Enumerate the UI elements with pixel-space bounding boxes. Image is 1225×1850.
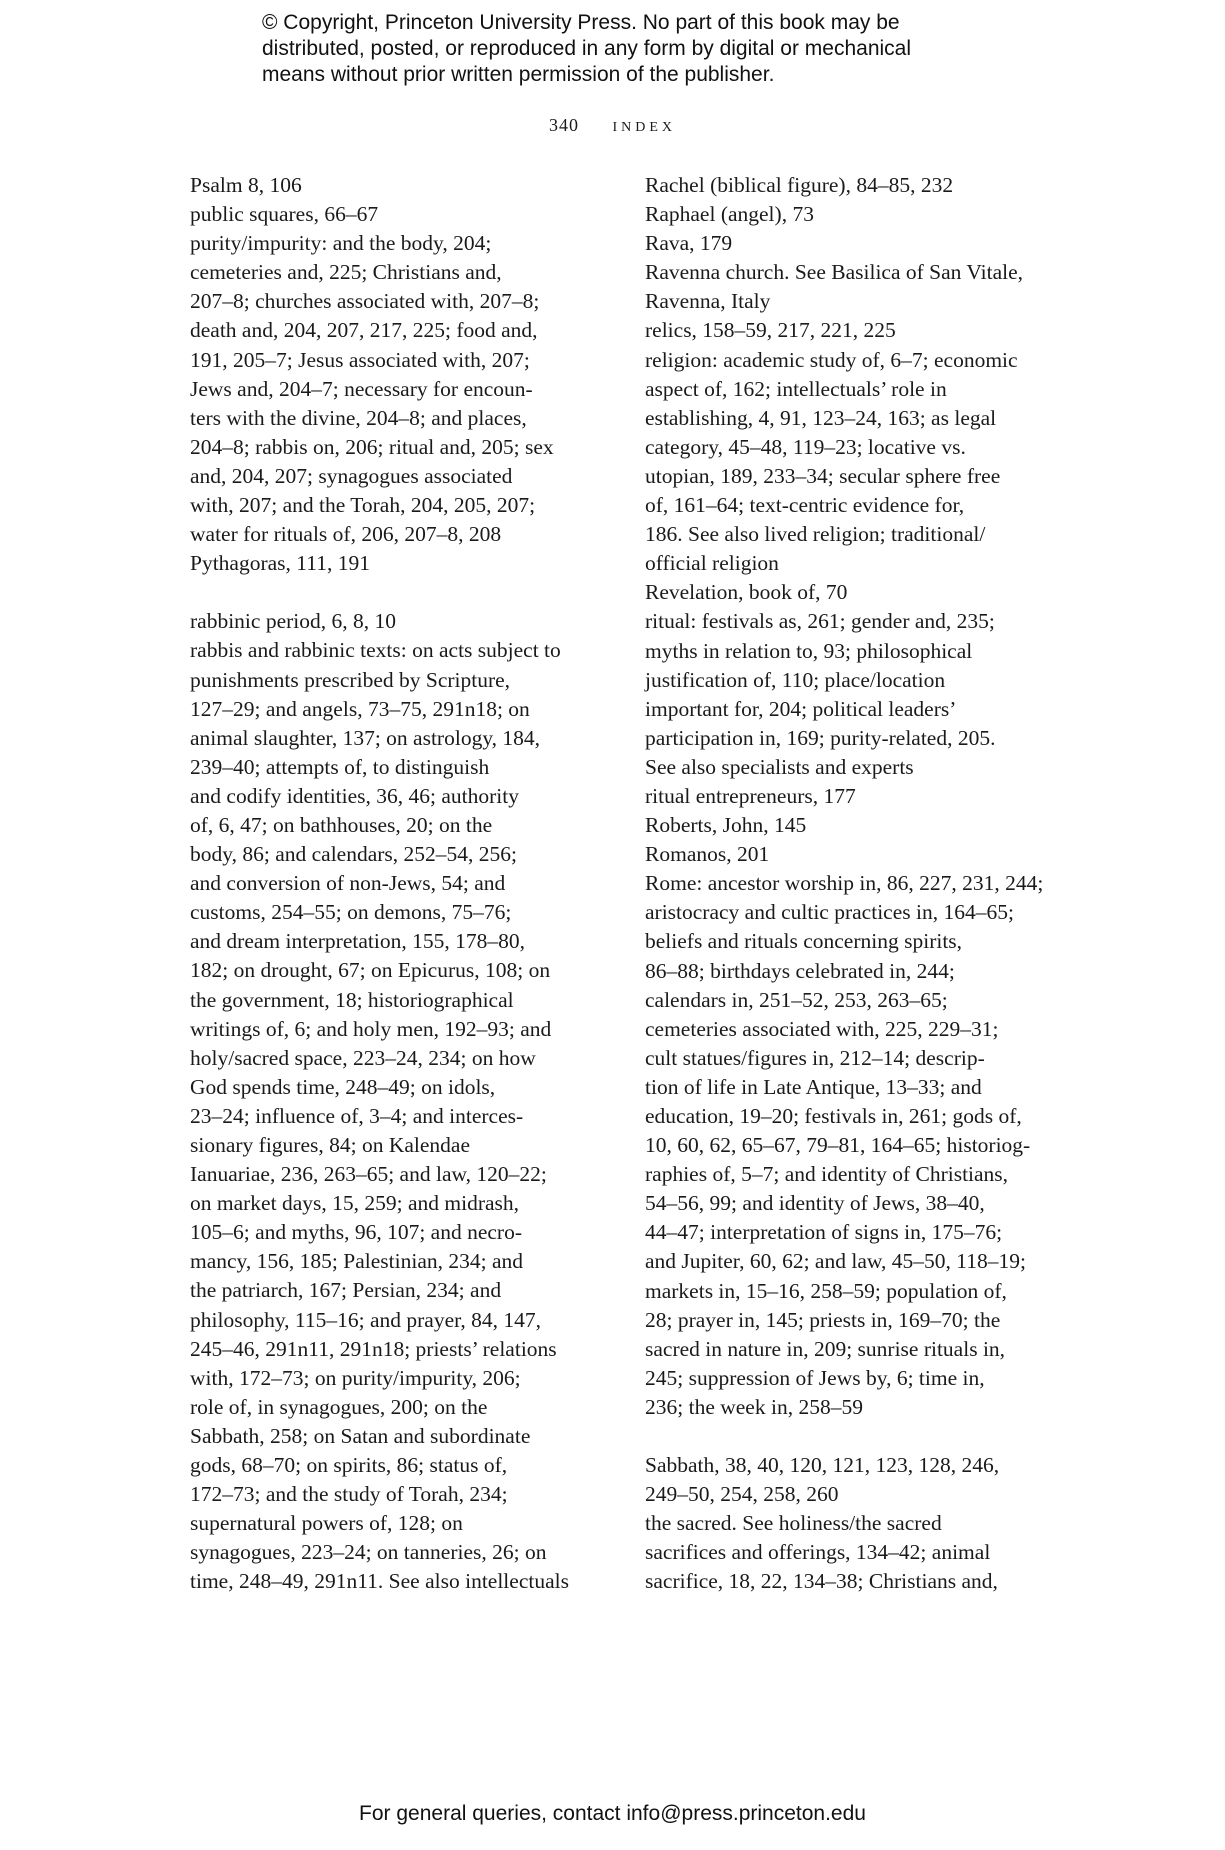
index-entry-line: Psalm 8, 106 — [190, 173, 302, 197]
index-entry-line: important for, 204; political leaders’ — [645, 696, 957, 721]
index-entry-line: rabbinic period, 6, 8, 10 — [190, 609, 396, 634]
index-entry-line: Sabbath, 38, 40, 120, 121, 123, 128, 246, — [645, 1453, 1000, 1478]
index-entry — [645, 840, 1065, 869]
index-entry-line: religion: academic study of, 6–7; economic — [645, 347, 1018, 372]
index-entry-line: punishments prescribed by Scripture, — [190, 667, 511, 692]
index-entry — [190, 229, 610, 549]
index-entry-line: aristocracy and cultic practices in, 164–65; — [645, 900, 1014, 925]
index-entry-line: Rachel (biblical figure), 84–85, 232 — [645, 173, 954, 197]
index-entry — [645, 782, 1065, 811]
index-entry — [645, 200, 1065, 229]
index-entry-line: 172–73; and the study of Torah, 234; — [190, 1482, 508, 1507]
index-entry-line: 105–6; and myths, 96, 107; and necro- — [190, 1220, 523, 1245]
index-entry-line: Rava, 179 — [645, 231, 733, 256]
index-entry-line: ters with the divine, 204–8; and places, — [190, 405, 527, 430]
index-entry-line: Sabbath, 258; on Satan and subordinate — [190, 1423, 531, 1448]
index-entry-line: utopian, 189, 233–34; secular sphere free — [645, 463, 1001, 488]
copyright-line: distributed, posted, or reproduced in any form by digital or mechanical — [262, 37, 912, 60]
index-entry-line: 191, 205–7; Jesus associated with, 207; — [190, 347, 530, 372]
index-entry-line: Ravenna church. See Basilica of San Vitale, — [645, 260, 1024, 285]
index-entry-line: 245–46, 291n11, 291n18; priests’ relations — [190, 1336, 557, 1361]
index-entry-line: on market days, 15, 259; and midrash, — [190, 1191, 520, 1216]
index-entry-line: Ianuariae, 236, 263–65; and law, 120–22; — [190, 1162, 547, 1187]
section-gap — [190, 578, 610, 607]
index-entry-line: ritual: festivals as, 261; gender and, 235; — [645, 609, 995, 634]
section-gap — [645, 1422, 1065, 1451]
index-column-right — [645, 171, 1065, 1597]
index-entry-line: 204–8; rabbis on, 206; ritual and, 205; sex — [190, 434, 554, 459]
index-entry-line: 127–29; and angels, 73–75, 291n18; on — [190, 696, 530, 721]
index-entry-line: 28; prayer in, 145; priests in, 169–70; the — [645, 1307, 1001, 1332]
index-entry — [645, 346, 1065, 579]
index-entry-line: synagogues, 223–24; on tanneries, 26; on — [190, 1540, 547, 1565]
index-entry — [645, 1538, 1065, 1596]
index-entry-line: and Jupiter, 60, 62; and law, 45–50, 118–19; — [645, 1249, 1026, 1274]
index-entry-line: role of, in synagogues, 200; on the — [190, 1394, 488, 1419]
index-entry-line: death and, 204, 207, 217, 225; food and, — [190, 318, 538, 343]
index-entry-line: Jews and, 204–7; necessary for encoun- — [190, 376, 533, 401]
index-entry — [645, 316, 1065, 345]
index-entry-line: customs, 254–55; on demons, 75–76; — [190, 900, 512, 925]
index-entry-line: sionary figures, 84; on Kalendae — [190, 1133, 471, 1157]
index-entry-line: the government, 18; historiographical — [190, 987, 514, 1012]
index-entry-line: participation in, 169; purity-related, 205. — [645, 725, 996, 750]
index-entry-line: Roberts, John, 145 — [645, 813, 807, 838]
index-entry-line: 86–88; birthdays celebrated in, 244; — [645, 958, 955, 983]
index-entry-line: with, 207; and the Torah, 204, 205, 207; — [190, 493, 536, 518]
index-entry-line: gods, 68–70; on spirits, 86; status of, — [190, 1453, 508, 1478]
index-entry-line: ritual entrepreneurs, 177 — [645, 783, 856, 808]
copyright-line: © Copyright, Princeton University Press. No part of this book may be — [262, 11, 900, 34]
index-entry — [190, 636, 610, 1596]
index-entry-line: rabbis and rabbinic texts: on acts subject to — [190, 638, 561, 663]
index-entry-line: animal slaughter, 137; on astrology, 184, — [190, 725, 541, 750]
index-entry-line: sacrifice, 18, 22, 134–38; Christians and, — [645, 1569, 998, 1594]
index-entry — [645, 171, 1065, 200]
index-entry-line: 182; on drought, 67; on Epicurus, 108; on — [190, 958, 551, 983]
index-entry-line: sacred in nature in, 209; sunrise rituals in, — [645, 1336, 1006, 1361]
index-entry — [645, 578, 1065, 607]
index-entry — [190, 200, 610, 229]
index-entry-line: justification of, 110; place/location — [645, 667, 946, 692]
index-entry-line: markets in, 15–16, 258–59; population of, — [645, 1278, 1007, 1303]
index-entry-line: See also specialists and experts — [645, 754, 914, 779]
copyright-line: means without prior written permission of the publisher. — [262, 63, 775, 86]
index-entry-line: supernatural powers of, 128; on — [190, 1511, 463, 1536]
index-entry-line: cult statues/figures in, 212–14; descrip- — [645, 1045, 985, 1070]
index-entry-line: aspect of, 162; intellectuals’ role in — [645, 376, 947, 401]
index-entry-line: 245; suppression of Jews by, 6; time in, — [645, 1365, 985, 1390]
index-entry — [645, 1509, 1065, 1538]
index-entry-line: 207–8; churches associated with, 207–8; — [190, 289, 540, 314]
index-entry — [190, 607, 610, 636]
index-entry-line: with, 172–73; on purity/impurity, 206; — [190, 1365, 521, 1390]
index-entry-line: Romanos, 201 — [645, 842, 770, 867]
index-entry-line: and, 204, 207; synagogues associated — [190, 463, 513, 488]
index-entry-line: 10, 60, 62, 65–67, 79–81, 164–65; historiog- — [645, 1133, 1031, 1158]
index-entry-line: 44–47; interpretation of signs in, 175–76; — [645, 1220, 1003, 1245]
index-entry-line: myths in relation to, 93; philosophical — [645, 638, 973, 663]
index-entry — [645, 229, 1065, 258]
index-entry-line: Ravenna, Italy — [645, 289, 771, 314]
index-entry-line: holy/sacred space, 223–24, 234; on how — [190, 1045, 536, 1070]
index-entry-line: and dream interpretation, 155, 178–80, — [190, 929, 525, 954]
index-entry-line: 239–40; attempts of, to distinguish — [190, 754, 490, 779]
index-entry — [645, 811, 1065, 840]
index-entry-line: of, 6, 47; on bathhouses, 20; on the — [190, 812, 493, 837]
index-entry-line: cemeteries associated with, 225, 229–31; — [645, 1016, 999, 1041]
index-entry-line: tion of life in Late Antique, 13–33; and — [645, 1074, 982, 1099]
index-entry-line: 249–50, 254, 258, 260 — [645, 1482, 839, 1507]
index-entry-line: and codify identities, 36, 46; authority — [190, 783, 520, 808]
index-entry-line: body, 86; and calendars, 252–54, 256; — [190, 842, 518, 867]
index-entry-line: category, 45–48, 119–23; locative vs. — [645, 434, 966, 459]
index-entry-line: raphies of, 5–7; and identity of Christians, — [645, 1162, 1009, 1187]
index-entry-line: beliefs and rituals concerning spirits, — [645, 929, 963, 954]
index-entry-line: public squares, 66–67 — [190, 202, 379, 227]
index-entry-line: mancy, 156, 185; Palestinian, 234; and — [190, 1249, 523, 1274]
index-entry-line: 54–56, 99; and identity of Jews, 38–40, — [645, 1191, 985, 1216]
index-entry-line: official religion — [645, 551, 779, 576]
index-entry-line: Pythagoras, 111, 191 — [190, 551, 370, 576]
index-entry-line: 236; the week in, 258–59 — [645, 1394, 863, 1419]
index-column-left — [190, 171, 610, 1597]
index-entry-line: Raphael (angel), 73 — [645, 202, 814, 227]
index-entry-line: 23–24; influence of, 3–4; and interces- — [190, 1103, 524, 1128]
index-entry-line: purity/impurity: and the body, 204; — [190, 231, 492, 256]
index-entry-line: cemeteries and, 225; Christians and, — [190, 260, 502, 285]
index-entry-line: water for rituals of, 206, 207–8, 208 — [190, 522, 502, 547]
index-entry — [190, 549, 610, 578]
section-title: index — [612, 114, 677, 136]
index-entry-line: relics, 158–59, 217, 221, 225 — [645, 318, 896, 343]
index-entry-line: establishing, 4, 91, 123–24, 163; as legal — [645, 405, 997, 430]
index-entry — [190, 171, 610, 200]
index-entry-line: writings of, 6; and holy men, 192–93; and — [190, 1016, 552, 1041]
index-entry-line: time, 248–49, 291n11. See also intellectuals — [190, 1569, 569, 1594]
index-entry — [645, 258, 1065, 316]
index-entry-line: Revelation, book of, 70 — [645, 580, 848, 605]
index-entry-line: Rome: ancestor worship in, 86, 227, 231, 244; — [645, 871, 1044, 896]
index-entry-line: philosophy, 115–16; and prayer, 84, 147, — [190, 1307, 542, 1332]
index-entry-line: God spends time, 248–49; on idols, — [190, 1074, 496, 1099]
index-entry-line: of, 161–64; text-centric evidence for, — [645, 493, 965, 518]
running-head — [0, 114, 1225, 137]
index-entry-line: the sacred. See holiness/the sacred — [645, 1511, 942, 1536]
index-entry-line: and conversion of non-Jews, 54; and — [190, 871, 506, 896]
index-entry — [645, 607, 1065, 782]
index-entry — [645, 869, 1065, 1422]
index-entry-line: education, 19–20; festivals in, 261; gods of, — [645, 1104, 1022, 1128]
index-entry-line: sacrifices and offerings, 134–42; animal — [645, 1540, 991, 1565]
index-entry — [645, 1451, 1065, 1509]
index-entry-line: the patriarch, 167; Persian, 234; and — [190, 1278, 502, 1303]
copyright-notice — [262, 10, 1022, 88]
page-number: 340 — [548, 115, 579, 135]
index-entry-line: calendars in, 251–52, 253, 263–65; — [645, 987, 948, 1012]
footer-contact: For general queries, contact info@press.princeton.edu — [359, 1802, 866, 1825]
index-entry-line: 186. See also lived religion; traditional/ — [645, 522, 986, 547]
